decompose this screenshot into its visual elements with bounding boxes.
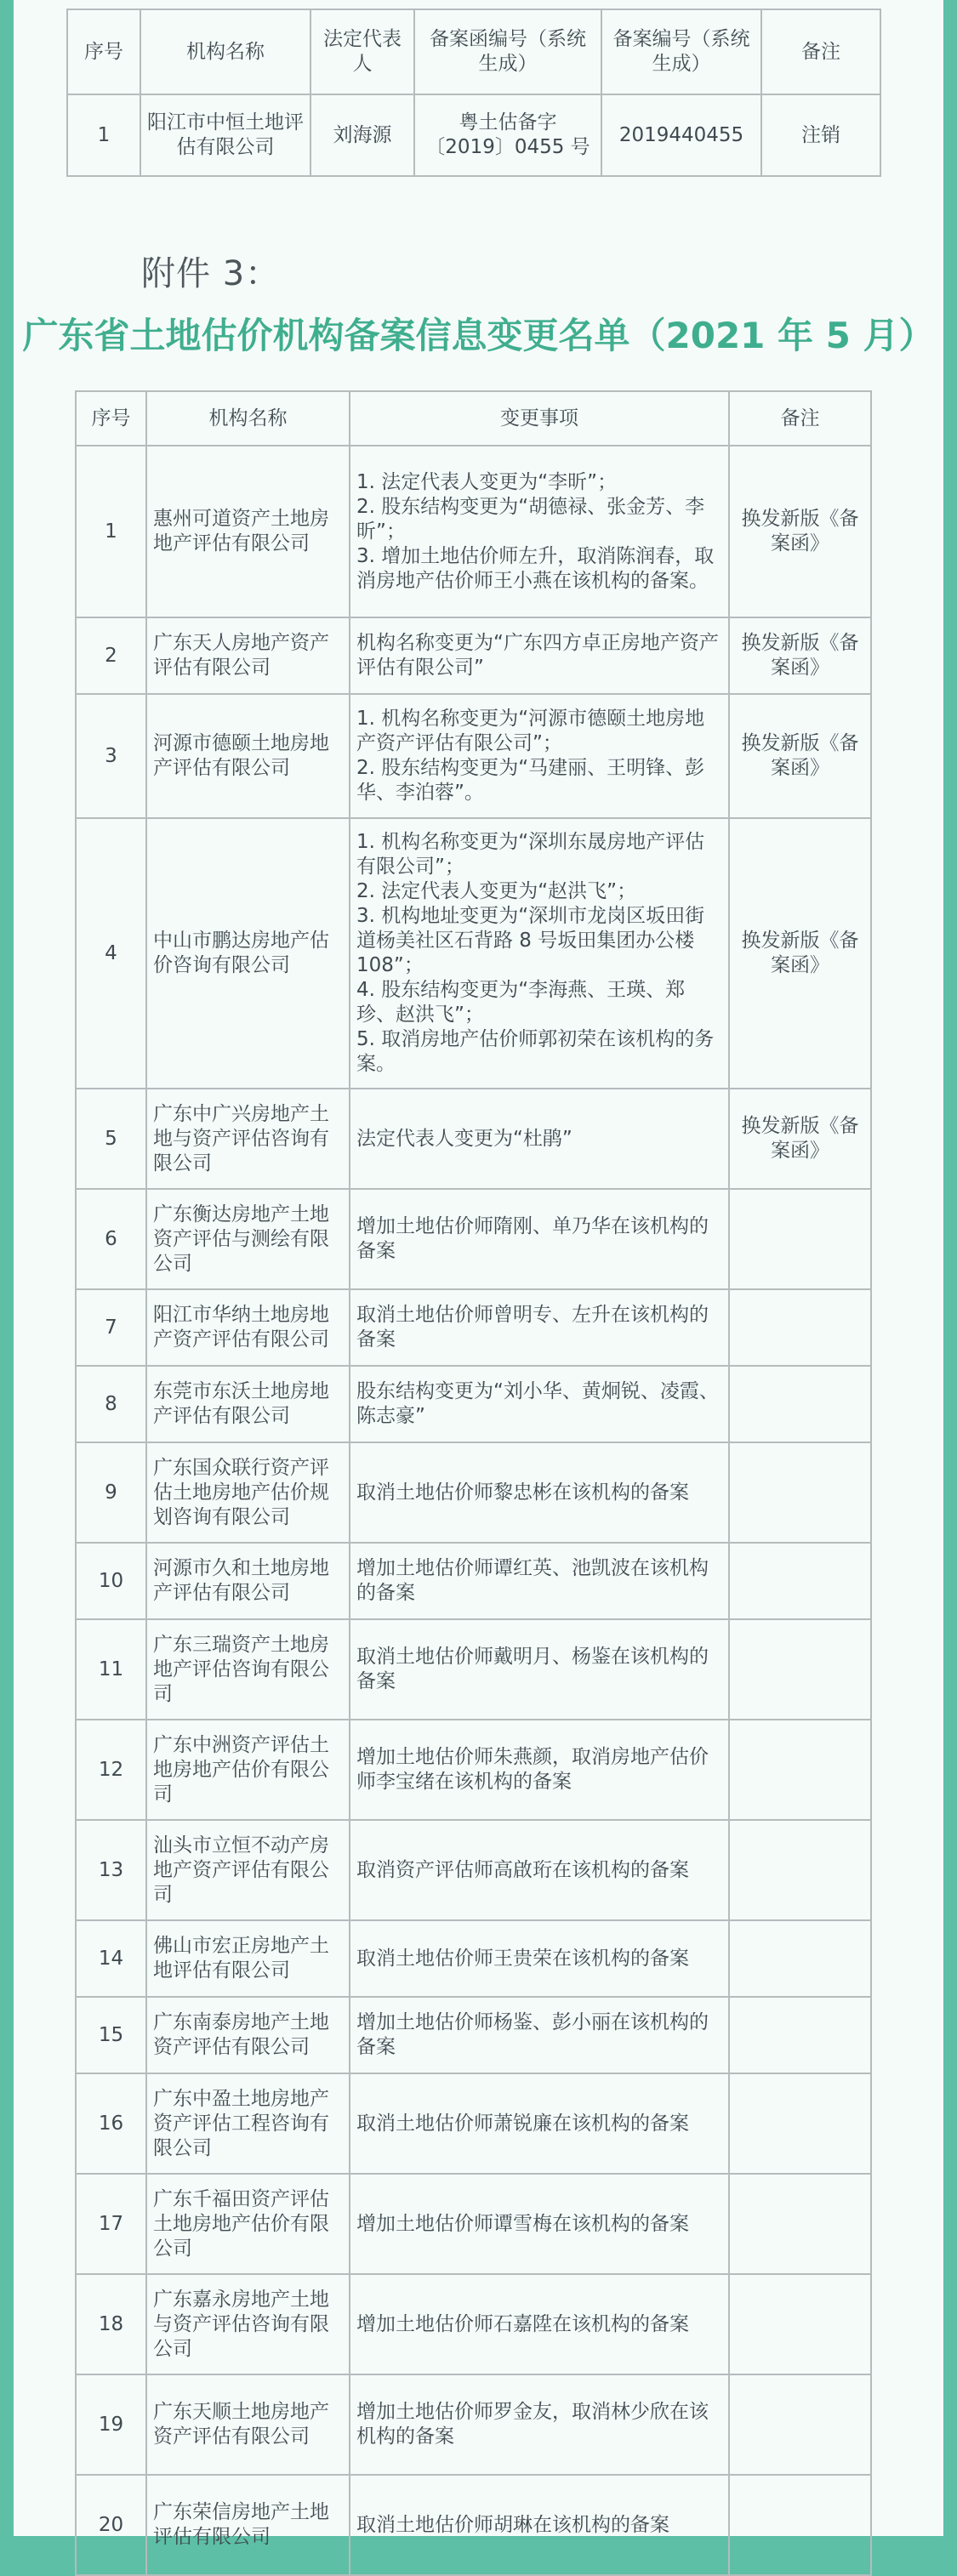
change-items-cell <box>350 1820 729 1920</box>
remark-cell <box>729 1820 871 1920</box>
remark-cell <box>729 1920 871 1997</box>
header-cell: 机构名称 <box>146 391 350 446</box>
table-row <box>76 818 871 1089</box>
seq-cell: 1 <box>67 94 140 176</box>
seq-cell: 17 <box>76 2174 146 2274</box>
seq-cell: 19 <box>76 2374 146 2475</box>
change-items-cell <box>350 446 729 617</box>
change-item: 取消土地估价师戴明月、杨鉴在该机构的备案 <box>356 1646 709 1692</box>
seq-cell: 14 <box>76 1920 146 1997</box>
change-item: 1. 法定代表人变更为“李昕”； <box>356 470 618 493</box>
table-row <box>76 1189 871 1289</box>
org-name-cell: 广东衡达房地产土地资产评估与测绘有限公司 <box>146 1189 350 1289</box>
seq-cell: 18 <box>76 2274 146 2374</box>
table-row <box>76 1619 871 1720</box>
remark-cell: 换发新版《备案函》 <box>729 818 871 1089</box>
seq-cell: 13 <box>76 1820 146 1920</box>
seq-cell: 10 <box>76 1543 146 1619</box>
change-item: 1. 机构名称变更为“深圳东晟房地产评估有限公司”； <box>356 831 705 878</box>
remark-cell <box>729 1997 871 2073</box>
change-item: 取消土地估价师王贵荣在该机构的备案 <box>356 1947 689 1970</box>
change-items-cell <box>350 818 729 1089</box>
table-row <box>76 1720 871 1820</box>
remark-cell <box>729 1543 871 1619</box>
remark-cell: 注销 <box>761 94 880 176</box>
seq-cell: 12 <box>76 1720 146 1820</box>
table-row <box>76 1442 871 1543</box>
seq-cell: 20 <box>76 2475 146 2575</box>
change-items-cell <box>350 617 729 694</box>
remark-cell <box>729 1289 871 1366</box>
table-row <box>76 2475 871 2575</box>
seq-cell: 5 <box>76 1089 146 1189</box>
remark-cell <box>729 2274 871 2374</box>
seq-cell: 16 <box>76 2073 146 2174</box>
org-name-cell: 汕头市立恒不动产房地产资产评估有限公司 <box>146 1820 350 1920</box>
header-cell: 备注 <box>761 9 880 94</box>
change-item: 增加土地估价师石嘉陞在该机构的备案 <box>356 2312 689 2335</box>
table-row <box>76 1920 871 1997</box>
table-row <box>76 1543 871 1619</box>
remark-cell: 换发新版《备案函》 <box>729 1089 871 1189</box>
org-name-cell: 广东荣信房地产土地评估有限公司 <box>146 2475 350 2575</box>
org-name-cell: 东莞市东沃土地房地产评估有限公司 <box>146 1366 350 1442</box>
remark-cell <box>729 2073 871 2174</box>
seq-cell: 4 <box>76 818 146 1089</box>
remark-cell <box>729 2475 871 2575</box>
change-items-cell <box>350 2475 729 2575</box>
remark-cell <box>729 2174 871 2274</box>
change-items-cell <box>350 1366 729 1442</box>
org-name-cell: 惠州可道资产土地房地产评估有限公司 <box>146 446 350 617</box>
org-name-cell: 中山市鹏达房地产估价咨询有限公司 <box>146 818 350 1089</box>
seq-cell: 7 <box>76 1289 146 1366</box>
org-name-cell: 广东中洲资产评估土地房地产估价有限公司 <box>146 1720 350 1820</box>
org-name-cell: 广东千福田资产评估土地房地产估价有限公司 <box>146 2174 350 2274</box>
org-name-cell: 广东三瑞资产土地房地产评估咨询有限公司 <box>146 1619 350 1720</box>
filing-no-cell: 2019440455 <box>601 94 761 176</box>
change-items-cell <box>350 1920 729 1997</box>
change-items-cell <box>350 2274 729 2374</box>
change-items-cell <box>350 1997 729 2073</box>
change-item: 股东结构变更为“刘小华、黄炯锐、凌霞、陈志豪” <box>356 1380 719 1427</box>
org-name-cell: 阳江市中恒土地评估有限公司 <box>140 94 310 176</box>
change-item: 取消土地估价师黎忠彬在该机构的备案 <box>356 1481 689 1504</box>
change-items-cell <box>350 1720 729 1820</box>
table-row <box>76 2374 871 2475</box>
change-item: 2. 股东结构变更为“马建丽、王明锋、彭华、李泊蓉”。 <box>356 757 705 804</box>
header-cell: 变更事项 <box>350 391 729 446</box>
remark-cell <box>729 2374 871 2475</box>
remark-cell <box>729 1189 871 1289</box>
remark-cell <box>729 1720 871 1820</box>
org-name-cell: 广东中广兴房地产土地与资产评估咨询有限公司 <box>146 1089 350 1189</box>
change-items-cell <box>350 1089 729 1189</box>
seq-cell: 2 <box>76 617 146 694</box>
change-item: 机构名称变更为“广东四方卓正房地产资产评估有限公司” <box>356 632 719 679</box>
table-row <box>76 2174 871 2274</box>
filing-letter-no-cell: 粤土估备字〔2019〕0455 号 <box>414 94 601 176</box>
org-name-cell: 广东国众联行资产评估土地房地产估价规划咨询有限公司 <box>146 1442 350 1543</box>
header-cell: 序号 <box>67 9 140 94</box>
table-row <box>76 617 871 694</box>
org-name-cell: 阳江市华纳土地房地产资产评估有限公司 <box>146 1289 350 1366</box>
org-name-cell: 广东南泰房地产土地资产评估有限公司 <box>146 1997 350 2073</box>
legal-rep-cell: 刘海源 <box>310 94 414 176</box>
deregistration-table <box>66 9 881 177</box>
change-items-cell <box>350 2374 729 2475</box>
table-header-row <box>76 391 871 446</box>
header-cell: 序号 <box>76 391 146 446</box>
change-item: 取消土地估价师萧锐廉在该机构的备案 <box>356 2112 689 2135</box>
change-item: 2. 股东结构变更为“胡德禄、张金芳、李昕”； <box>356 495 705 543</box>
remark-cell <box>729 1442 871 1543</box>
change-items-cell <box>350 1289 729 1366</box>
remark-cell: 换发新版《备案函》 <box>729 694 871 818</box>
change-items-cell <box>350 694 729 818</box>
document-title: 广东省土地估价机构备案信息变更名单（2021 年 5 月） <box>22 315 935 356</box>
org-name-cell: 广东嘉永房地产土地与资产评估咨询有限公司 <box>146 2274 350 2374</box>
table-row <box>76 694 871 818</box>
seq-cell: 11 <box>76 1619 146 1720</box>
table-row <box>76 1820 871 1920</box>
org-name-cell: 佛山市宏正房地产土地评估有限公司 <box>146 1920 350 1997</box>
header-cell: 法定代表人 <box>310 9 414 94</box>
change-item: 2. 法定代表人变更为“赵洪飞”； <box>356 880 637 902</box>
seq-cell: 1 <box>76 446 146 617</box>
table-row <box>76 1366 871 1442</box>
change-items-cell <box>350 2073 729 2174</box>
change-items-cell <box>350 1442 729 1543</box>
change-item: 增加土地估价师隋刚、单乃华在该机构的备案 <box>356 1215 709 1262</box>
table-row <box>76 2073 871 2174</box>
seq-cell: 6 <box>76 1189 146 1289</box>
table-row <box>76 1997 871 2073</box>
header-cell: 备案编号（系统生成） <box>601 9 761 94</box>
org-name-cell: 广东中盈土地房地产资产评估工程咨询有限公司 <box>146 2073 350 2174</box>
change-item: 取消土地估价师胡琳在该机构的备案 <box>356 2513 669 2536</box>
org-name-cell: 广东天人房地产资产评估有限公司 <box>146 617 350 694</box>
change-item: 取消土地估价师曾明专、左升在该机构的备案 <box>356 1304 709 1351</box>
change-item: 5. 取消房地产估价师郭初荣在该机构的务案。 <box>356 1028 715 1075</box>
change-item: 增加土地估价师朱燕颜，取消房地产估价师李宝绪在该机构的备案 <box>356 1746 709 1793</box>
seq-cell: 8 <box>76 1366 146 1442</box>
change-item: 增加土地估价师罗金友，取消林少欣在该机构的备案 <box>356 2401 709 2448</box>
org-name-cell: 河源市德颐土地房地产评估有限公司 <box>146 694 350 818</box>
change-item: 法定代表人变更为“杜鹃” <box>356 1127 572 1150</box>
table-row <box>67 94 880 176</box>
change-item: 增加土地估价师谭红英、池凯波在该机构的备案 <box>356 1557 709 1604</box>
table-header-row <box>67 9 880 94</box>
change-items-cell <box>350 1619 729 1720</box>
remark-cell <box>729 1366 871 1442</box>
attachment-label: 附件 3： <box>141 254 281 293</box>
seq-cell: 9 <box>76 1442 146 1543</box>
change-items-cell <box>350 1189 729 1289</box>
change-item: 1. 机构名称变更为“河源市德颐土地房地产资产评估有限公司”； <box>356 708 705 754</box>
seq-cell: 3 <box>76 694 146 818</box>
table-row <box>76 1089 871 1189</box>
change-item: 3. 增加土地估价师左升，取消陈润春，取消房地产估价师王小燕在该机构的备案。 <box>356 544 715 592</box>
change-item: 增加土地估价师谭雪梅在该机构的备案 <box>356 2212 689 2235</box>
table-row <box>76 1289 871 1366</box>
change-items-cell <box>350 1543 729 1619</box>
seq-cell: 15 <box>76 1997 146 2073</box>
org-name-cell: 广东天顺土地房地产资产评估有限公司 <box>146 2374 350 2475</box>
org-name-cell: 河源市久和土地房地产评估有限公司 <box>146 1543 350 1619</box>
table-row <box>76 446 871 617</box>
header-cell: 备案函编号（系统生成） <box>414 9 601 94</box>
change-item: 4. 股东结构变更为“李海燕、王瑛、郑珍、赵洪飞”； <box>356 979 686 1026</box>
header-cell: 备注 <box>729 391 871 446</box>
change-item: 3. 机构地址变更为“深圳市龙岗区坂田街道杨美社区石背路 8 号坂田集团办公楼 108”； <box>356 905 705 976</box>
remark-cell: 换发新版《备案函》 <box>729 617 871 694</box>
remark-cell: 换发新版《备案函》 <box>729 446 871 617</box>
change-item: 增加土地估价师杨鉴、彭小丽在该机构的备案 <box>356 2011 709 2058</box>
change-item: 取消资产评估师高啟珩在该机构的备案 <box>356 1858 689 1881</box>
change-items-cell <box>350 2174 729 2274</box>
table-row <box>76 2274 871 2374</box>
header-cell: 机构名称 <box>140 9 310 94</box>
change-list-table <box>75 390 872 2576</box>
remark-cell <box>729 1619 871 1720</box>
